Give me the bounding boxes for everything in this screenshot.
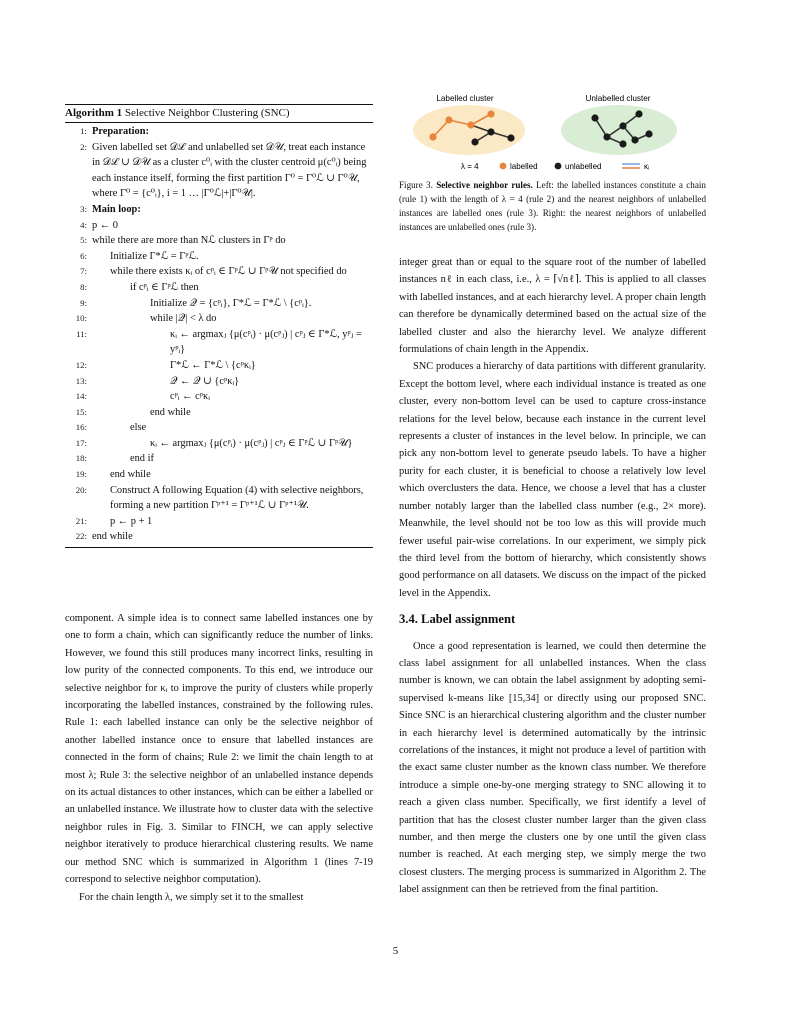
algorithm-line-number: 5: <box>80 235 87 246</box>
right-column-text <box>399 254 706 899</box>
algorithm-line-text: Construct A following Equation (4) with selective neighbors, forming a new partition Γᵖ⁺¹ = Γᵖ⁺¹ℒ ∪ Γᵖ⁺¹𝒰. <box>110 484 364 512</box>
algorithm-name: Selective Neighbor Clustering (SNC) <box>124 107 290 119</box>
algorithm-line <box>65 202 373 218</box>
algorithm-line-number: 9: <box>80 297 87 308</box>
fig-label-labelled-cluster: Labelled cluster <box>436 94 494 103</box>
algorithm-line-text: while there are more than Nℒ clusters in Γᵖ do <box>92 235 286 247</box>
algorithm-line-text: Γ*ℒ ← Γ*ℒ \ {cᵖκᵢ} <box>170 359 256 371</box>
right-paragraph-2: SNC produces a hierarchy of data partitions with different granularity. Except the bottom level, where each individual instance is treated as one cluster, every non-bottom level can be used to capture cross-instance relations for the level below, because each instance in the current level represents a cluster of instances in the level below. In principle, we can pick any non-bottom level to generate pseudo labels. To have a higher purity for each cluster, it is beneficial to choose a relatively low level which overclusters the data. Hence, we choose a level that has a cluster number notably larger than the labelled class number (e.g., 2× more). Meanwhile, the level should not be too low as this will provide much fewer useful pair-wise correlations. In our experiment, we simply pick the third level from the bottom of hierarchy, which consistently shows good performance on all datasets. We discuss on the impact of the picked level in the Appendix. <box>399 361 706 599</box>
algorithm-line-text: Preparation: <box>92 126 149 137</box>
left-paragraph-1: component. A simple idea is to connect same labelled instances one by one to form a chain, which can significantly reduce the number of links. However, we found this still produces many incorrect links, resulting in low purity of the connected components. To this end, we introduce our selective neighbor for κᵢ to improve the purity of clusters while properly incorporating the labelled instances, constrained by the following rules. Rule 1: each labelled instance can only be the selective neighbor of another labelled instance once to ensure that labelled instances are connected in the form of chains; Rule 2: we limit the chain length to at most λ; Rule 3: the selective neighbor of an unlabelled instance depends on its actual distances to other instances, which can be either a labelled or an unlabelled instance. We illustrate how to cluster data with the selective neighbor rules in Fig. 3. Similar to FINCH, we can apply selective neighbor iteratively to produce hierarchical clustering results. We name our method SNC which is summarized in Algorithm 1 (lines 7-19 correspond to selective neighbor computation). <box>65 613 373 886</box>
algorithm-line-text: Initialize Γ*ℒ = Γᵖℒ. <box>110 250 199 262</box>
algorithm-line <box>65 389 373 405</box>
algorithm-line-number: 17: <box>75 437 87 448</box>
fig-label-unlabelled-cluster: Unlabelled cluster <box>585 94 651 103</box>
caption-prefix: Figure 3. <box>399 180 433 190</box>
algorithm-line-number: 1: <box>80 126 87 136</box>
left-paragraph-2: For the chain length λ, we simply set it to the smallest <box>79 891 304 903</box>
algorithm-line <box>65 529 373 545</box>
algorithm-line-number: 21: <box>75 515 87 526</box>
algorithm-line <box>65 280 373 296</box>
algorithm-line-number: 8: <box>80 281 87 292</box>
algorithm-line <box>65 264 373 280</box>
legend-lambda: λ = 4 <box>461 162 479 171</box>
algorithm-line-number: 13: <box>75 375 87 386</box>
algorithm-line-text: if cᵖᵢ ∈ Γᵖℒ then <box>130 281 199 293</box>
algorithm-body <box>65 124 373 548</box>
legend-unlabelled-dot <box>555 163 562 170</box>
caption-bold: Selective neighbor rules. <box>436 180 533 190</box>
algorithm-line <box>65 514 373 530</box>
algorithm-line-number: 2: <box>80 141 87 152</box>
algorithm-line-text: κᵢ ← argmaxⱼ {μ(cᵖᵢ) · μ(cᵖⱼ) | cᵖⱼ ∈ Γᵖℒ ∪ Γᵖ𝒰} <box>150 437 353 449</box>
algorithm-title <box>65 104 373 123</box>
algorithm-line-number: 22: <box>75 531 87 542</box>
algorithm-line <box>65 296 373 312</box>
algorithm-line <box>65 218 373 234</box>
page-number: 5 <box>392 945 399 957</box>
algorithm-line-text: end while <box>92 531 133 543</box>
algorithm-line-text: Given labelled set 𝒟ℒ and unlabelled set 𝒟𝒰, treat each instance in 𝒟ℒ ∪ 𝒟𝒰 as a cluster c⁰ᵢ with the cluster centroid μ(c⁰ᵢ) being each instance itself, forming the first partition Γ⁰ = Γ⁰ℒ ∪ Γ⁰𝒰, where Γ⁰ = {c⁰ᵢ}, i = 1 … |Γ⁰ℒ|+|Γ⁰𝒰|. <box>92 141 367 200</box>
algorithm-line <box>65 420 373 436</box>
algorithm-line-text: while there exists κᵢ of cᵖᵢ ∈ Γᵖℒ ∪ Γᵖ𝒰 not specified do <box>110 266 347 278</box>
algorithm-line <box>65 358 373 374</box>
algorithm-line <box>65 233 373 249</box>
section-heading-3-4: 3.4. Label assignment <box>399 612 516 627</box>
caption-text: Left: the labelled instances constitute a chain (rule 1) with the length of λ = 4 (rule 2) and the nearest neighbors of unlabelled instances are labelled ones (rule 3). Right: the nearest neighbors of unlabelled instances are unlabelled ones (rule 3). <box>399 180 706 232</box>
algorithm-line <box>65 467 373 483</box>
algorithm-line-number: 19: <box>75 469 87 480</box>
algorithm-line-text: p ← 0 <box>92 219 118 231</box>
algorithm-line-text: 𝒬 ← 𝒬 ∪ {cᵖκᵢ} <box>170 375 240 387</box>
left-column-text <box>65 610 373 906</box>
algorithm-line <box>65 124 373 140</box>
unlabelled-cluster-region <box>561 105 677 155</box>
figure-3-illustration <box>413 92 703 176</box>
algorithm-line <box>65 436 373 452</box>
algorithm-line-number: 15: <box>75 406 87 417</box>
algorithm-line-number: 14: <box>75 391 87 402</box>
algorithm-line-number: 7: <box>80 266 87 277</box>
algorithm-line-number: 11: <box>76 328 87 339</box>
algorithm-line <box>65 249 373 265</box>
algorithm-line-number: 18: <box>75 453 87 464</box>
algorithm-line <box>65 405 373 421</box>
algorithm-line <box>65 374 373 390</box>
algorithm-line-text: end while <box>150 406 191 418</box>
algorithm-line-number: 3: <box>80 203 87 214</box>
algorithm-line-text: p ← p + 1 <box>110 515 153 527</box>
algorithm-line-number: 12: <box>75 359 87 370</box>
algorithm-line-text: end if <box>130 453 154 465</box>
algorithm-line <box>65 483 373 514</box>
legend-kappa: κᵢ <box>644 162 650 171</box>
algorithm-line <box>65 140 373 202</box>
algorithm-line-number: 10: <box>75 313 87 324</box>
algorithm-line-text: while |𝒬| < λ do <box>150 313 217 325</box>
legend-labelled-dot <box>500 163 507 170</box>
figure-3-caption <box>399 178 706 234</box>
algorithm-line-number: 20: <box>75 484 87 495</box>
algorithm-line-text: Initialize 𝒬 = {cᵖᵢ}, Γ*ℒ = Γ*ℒ \ {cᵖᵢ}. <box>150 297 312 309</box>
algorithm-line-number: 6: <box>80 250 87 261</box>
algorithm-line-text: else <box>130 422 147 434</box>
right-paragraph-1: integer great than or equal to the square root of the number of labelled instances nℓ in each class, i.e., λ = ⌈√nℓ⌉. This is applied to all classes with labelled instances, and at each hierarchy level. A proper chain length can therefore be dynamically determined based on the actual size of the labelled cluster and also the hierarchy level. We analyze different formulations of chain length in the Appendix. <box>399 257 706 356</box>
algorithm-label: Algorithm 1 <box>65 107 123 119</box>
algorithm-line-text: κᵢ ← argmaxⱼ {μ(cᵖᵢ) · μ(cᵖⱼ) | cᵖⱼ ∈ Γ*ℒ, yᵖⱼ = yᵖᵢ} <box>170 328 362 356</box>
algorithm-line-number: 16: <box>75 422 87 433</box>
algorithm-line-text: Main loop: <box>92 203 141 215</box>
algorithm-line <box>65 451 373 467</box>
algorithm-line-text: end while <box>110 469 151 481</box>
algorithm-line-text: cᵖᵢ ← cᵖκᵢ <box>170 391 210 403</box>
algorithm-line <box>65 311 373 327</box>
right-paragraph-3: Once a good representation is learned, we could then determine the class label assignment for all unlabelled instances. When the class number is known, we can obtain the label assignment by adopting semi-supervised k-means like [15,34] or directly using our proposed SNC. Since SNC is an hierarchical clustering algorithm and the cluster number in each hierarchy level is determined automatically by the intrinsic correlations of the instances, it might not produce a level of partition with the exact same cluster number as the known class number. We therefore introduce a simple one-by-one merging strategy to SNC allowing it to reach a given class number. Specifically, we first identify a level of partition that has the closest cluster number larger than the given class number, and then merge the clusters one by one until the given class number is reached. At each merging step, we simply merge the two closest clusters. The merging process is summarized in Algorithm 2. The label assignment can then be retrieved from the final partition. <box>399 640 706 896</box>
legend-labelled: labelled <box>510 162 538 171</box>
legend-unlabelled: unlabelled <box>565 162 602 171</box>
algorithm-line-number: 4: <box>80 219 87 230</box>
algorithm-line <box>65 327 373 358</box>
labelled-cluster-region <box>413 105 525 155</box>
